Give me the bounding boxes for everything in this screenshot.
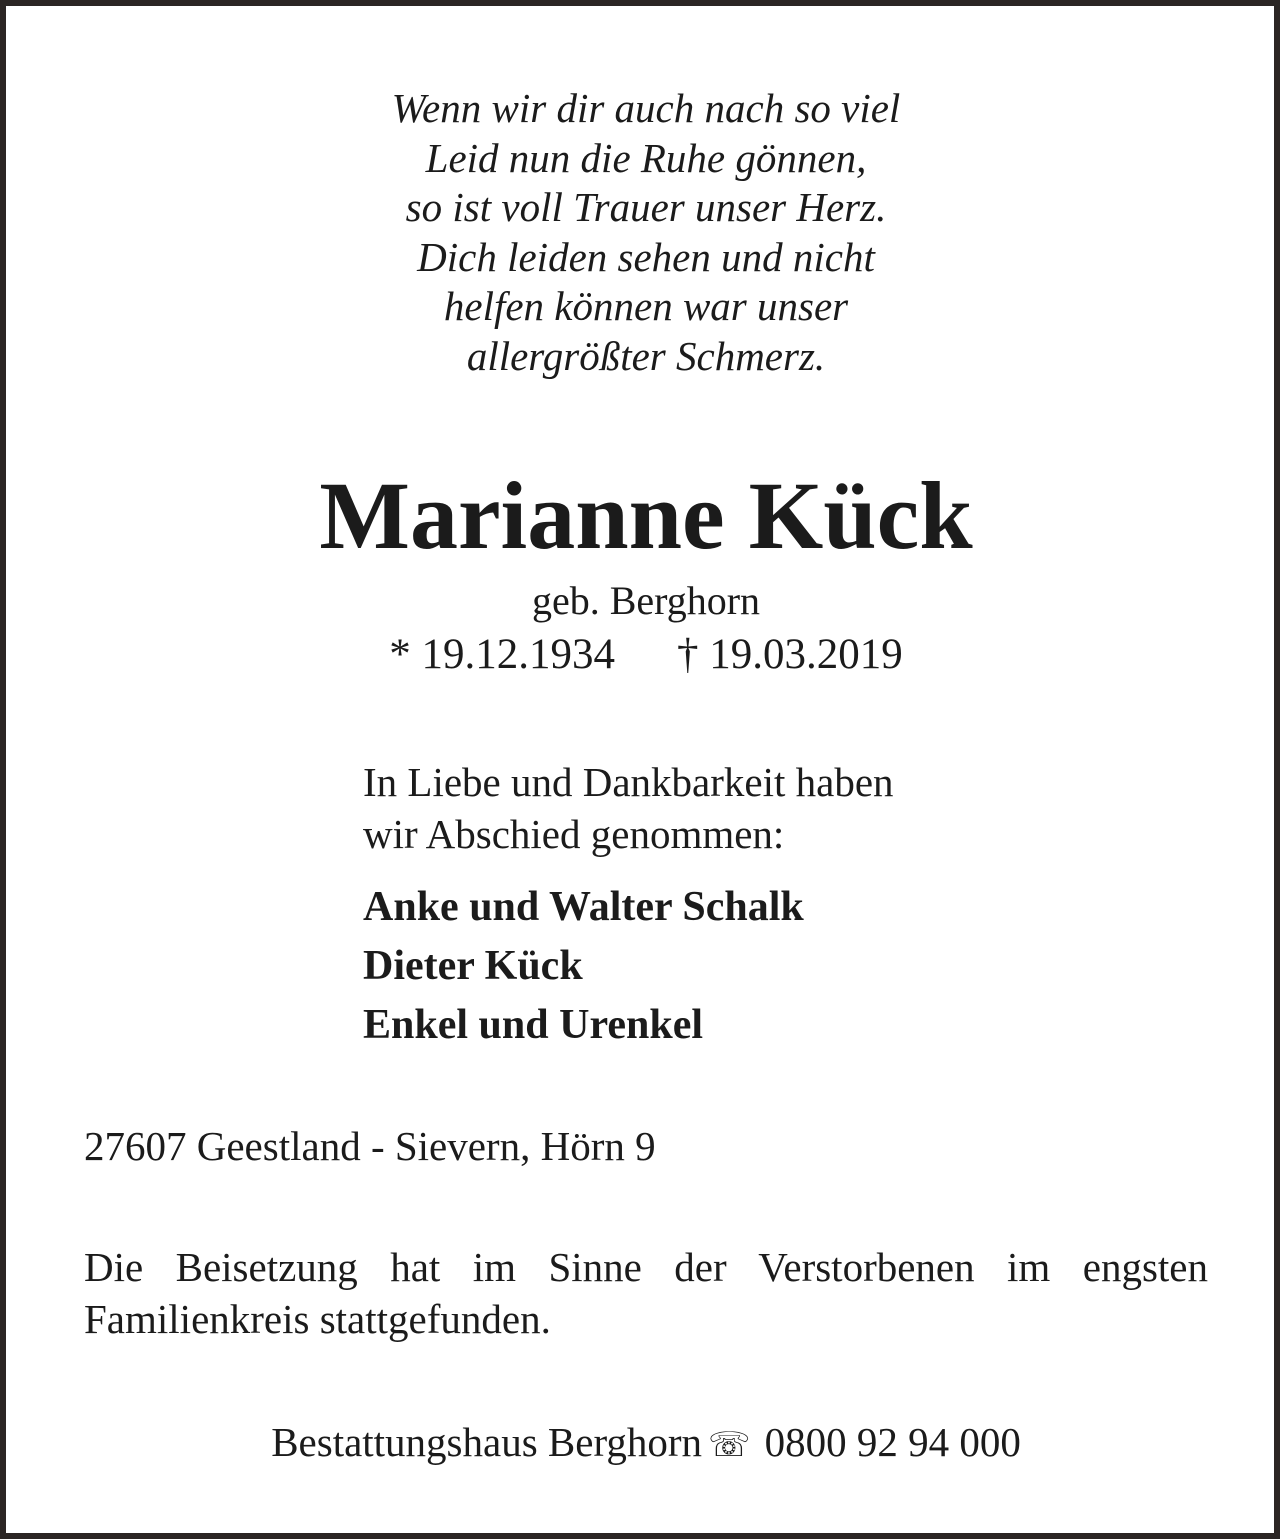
poem-line: Wenn wir dir auch nach so viel: [391, 85, 901, 131]
farewell-text: [363, 756, 894, 860]
life-dates: [6, 630, 1280, 680]
funeral-home: [6, 1416, 1280, 1471]
farewell-line: wir Abschied genommen:: [363, 811, 785, 857]
poem-line: helfen können war unser: [443, 283, 849, 329]
poem: [6, 84, 1280, 381]
mourners-list: [363, 878, 804, 1055]
burial-notice: Die Beisetzung hat im Sinne der Verstorbenen im engsten Familienkreis stattgefunden.: [84, 1244, 1208, 1342]
poem-line: Dich leiden sehen und nicht: [417, 233, 875, 280]
deceased-name: Marianne Kück: [319, 462, 973, 569]
farewell-line: In Liebe und Dankbarkeit haben: [363, 759, 894, 805]
funeral-home-name: Bestattungshaus Berghorn: [271, 1419, 703, 1465]
mourner: Enkel und Urenkel: [363, 1002, 703, 1048]
funeral-home-phone: 0800 92 94 000: [764, 1419, 1021, 1465]
poem-line: allergrößter Schmerz.: [466, 332, 826, 379]
birth-name: geb. Berghorn: [531, 578, 761, 623]
death-date: † 19.03.2019: [677, 631, 903, 678]
address: 27607 Geestland - Sievern, Hörn 9: [84, 1123, 656, 1169]
mourner: Dieter Kück: [363, 943, 583, 989]
poem-line: Leid nun die Ruhe gönnen,: [425, 134, 867, 181]
mourner: Anke und Walter Schalk: [363, 884, 804, 930]
birth-date: * 19.12.1934: [389, 631, 615, 678]
telephone-icon: ☏: [708, 1425, 751, 1465]
poem-line: so ist voll Trauer unser Herz.: [405, 184, 887, 230]
